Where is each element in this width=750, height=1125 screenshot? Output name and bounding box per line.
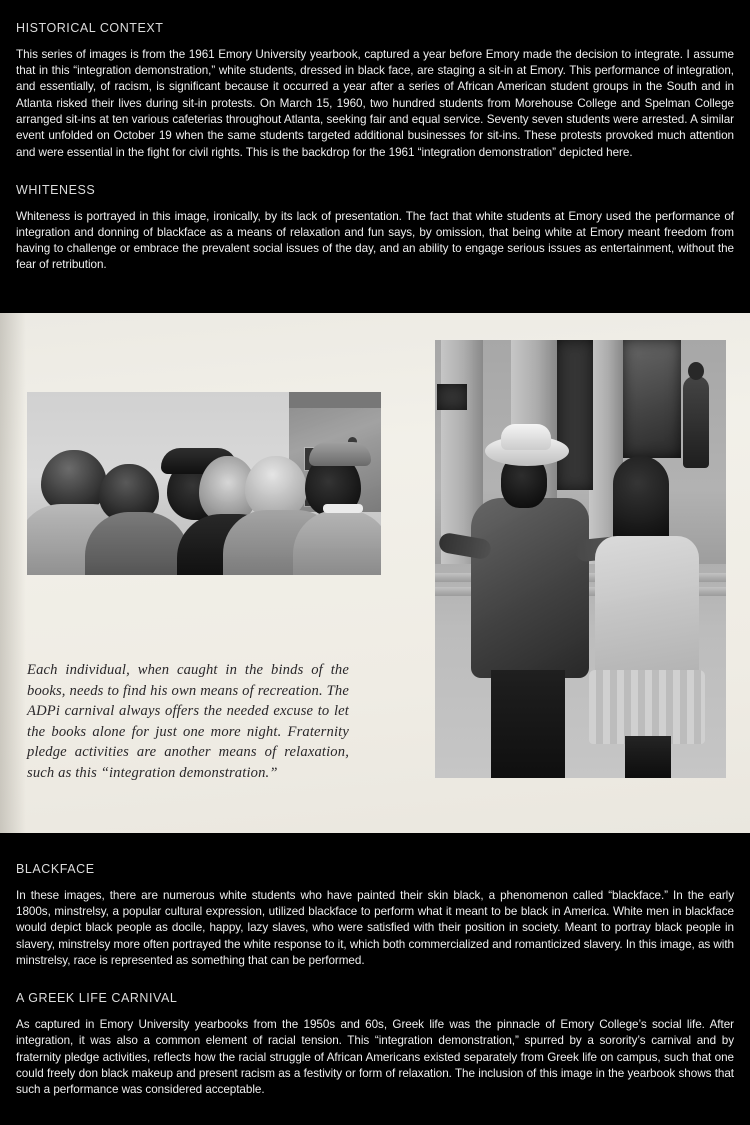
section-blackface [16,863,734,969]
photo-head [245,456,307,518]
photo-walker-legs [491,670,565,778]
section-greek-life-carnival [16,992,734,1098]
photo-window [437,384,467,410]
section-whiteness [16,184,734,274]
heading-historical-context: HISTORICAL CONTEXT [16,21,164,35]
heading-whiteness: WHITENESS [16,182,96,197]
pair-photo [435,340,726,778]
photo-doorway [557,340,593,490]
crowd-photo [27,392,381,575]
body-blackface: In these images, there are numerous white students who have painted their skin black, a phenomenon called “blackface.” In the early 1800s, minstrelsy, a popular cultural expression, utilized blackface to perform what it meant to be black in America. White men in blackface would depict black people as docile, happy, lazy slaves, who were satisfied with their position in society. Meant to portray black people in slavery, minstrelsy more often portrayed the white response to it, which both commercialized and romanticized slavery. In this image, as with minstrelsy, race is represented as something that can be performed. [16,888,734,967]
photo-head [41,450,107,512]
heading-blackface: BLACKFACE [16,862,95,876]
yearbook-page-scan [0,313,750,833]
photo-boater-crown [501,424,551,450]
bottom-essay-region [0,833,750,1098]
photo-companion-skirt [589,670,705,744]
yearbook-caption: Each individual, when caught in the binds of the books, needs to find his own means of recreation. The ADPi carnival always offers the needed excuse to let the books alone for just one more night. Fraternity pledge activities are another means of relaxation, such as this “integration demonstration.” [27,662,349,781]
photo-onlooker-head [688,362,704,380]
photo-walker-jacket [471,498,589,678]
heading-greek-life-carnival: A GREEK LIFE CARNIVAL [16,991,178,1006]
section-historical-context [16,22,734,161]
photo-collar [323,504,363,513]
photo-companion-legs [625,736,671,778]
body-greek-life-carnival: As captured in Emory University yearbooks from the 1950s and 60s, Greek life was the pinnacle of Emory College’s social life. After integration, it was also a common element of racial tension. This “integration demonstration,” spurred by a sorority’s carnival and by fraternity pledge activities, reflects how the racial struggle of African Americans existed separately from Greek life on campus, such that one could freely don black makeup and present racism as a festivity or form of relaxation. The inclusion of this image in the yearbook shows that such a performance was considered acceptable. [16,1017,734,1097]
body-whiteness: Whiteness is portrayed in this image, ironically, by its lack of presentation. The fact that white students at Emory used the performance of integration and donning of blackface as a means of relaxation and fun says, by omission, that being white at Emory meant freedom from having to challenge or embrace the prevalent social issues of the day, and an ability to engage serious issues as entertainment, without the fear of retribution. [16,209,734,272]
top-essay-region [0,0,750,274]
body-historical-context: This series of images is from the 1961 Emory University yearbook, captured a year before Emory made the decision to integrate. I assume that in this “integration demonstration,” white students, dressed in black face, are staging a sit-in at Emory. This performance of integration, and essentially, of racism, is significant because it occurred a year after a series of African American student groups in the South and in Atlanta risked their lives during sit-in protests. On March 15, 1960, two hundred students from Morehouse College and Spelman College arranged sit-ins at ten various cafeterias throughout Atlanta, seeking fair and equal service. Seventy seven students were arrested. A similar event unfolded on October 19 when the same students targeted additional businesses for sit-ins. These protests provoked much attention and were essential in the fight for civil rights. This is the backdrop for the 1961 “integration demonstration” depicted here. [16,47,734,159]
photo-companion-dress [595,536,699,686]
photo-doorway [623,340,681,458]
photo-cap [309,442,371,466]
photo-onlooker [683,376,709,468]
photo-shoulders [85,512,189,575]
